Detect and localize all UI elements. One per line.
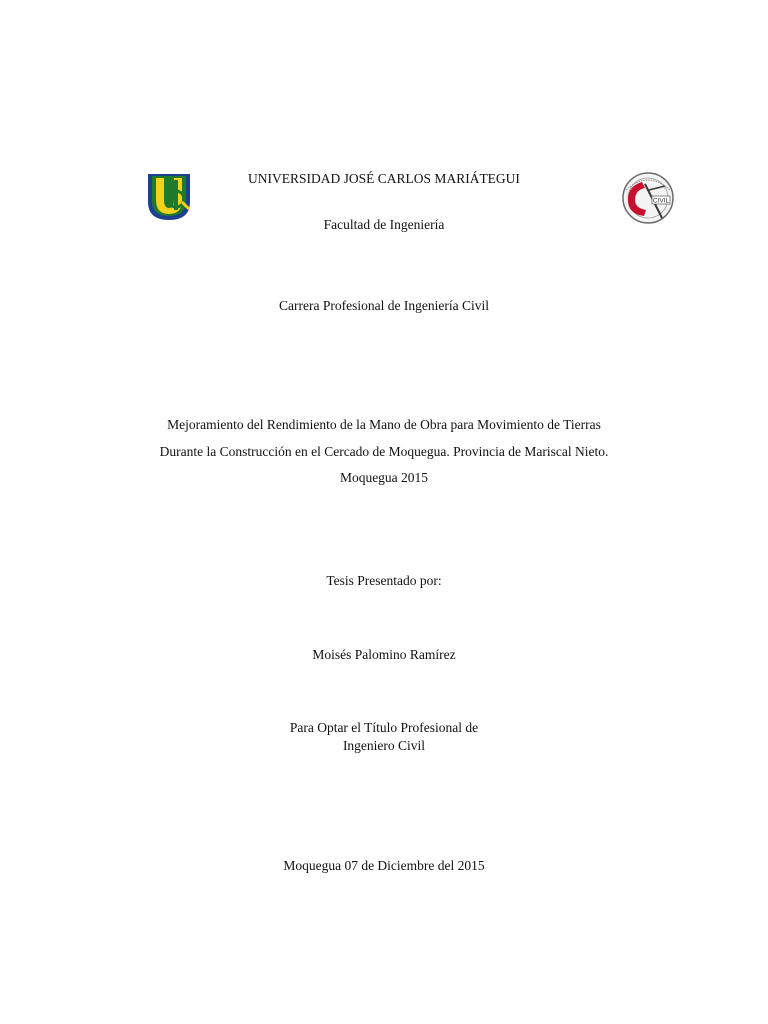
degree-line-2: Ingeniero Civil [342, 738, 426, 753]
thesis-title-line-2: Durante la Construcción en el Cercado de Moquegua. Provincia de Mariscal Nieto. [159, 444, 609, 459]
university-name: UNIVERSIDAD JOSÉ CARLOS MARIÁTEGUI [248, 171, 520, 186]
author-name: Moisés Palomino Ramírez [312, 647, 456, 662]
faculty-name: Facultad de Ingeniería [323, 217, 445, 232]
logo-civil-text: CIVIL [652, 197, 670, 205]
thesis-title-line-3: Moquegua 2015 [339, 470, 429, 485]
presented-by-label: Tesis Presentado por: [326, 573, 442, 588]
document-date: Moquegua 07 de Diciembre del 2015 [283, 858, 485, 873]
career-name: Carrera Profesional de Ingeniería Civil [279, 298, 489, 313]
thesis-title-line-1: Mejoramiento del Rendimiento de la Mano de Obra para Movimiento de Tierras [167, 417, 601, 432]
degree-line-1: Para Optar el Título Profesional de [289, 720, 479, 735]
